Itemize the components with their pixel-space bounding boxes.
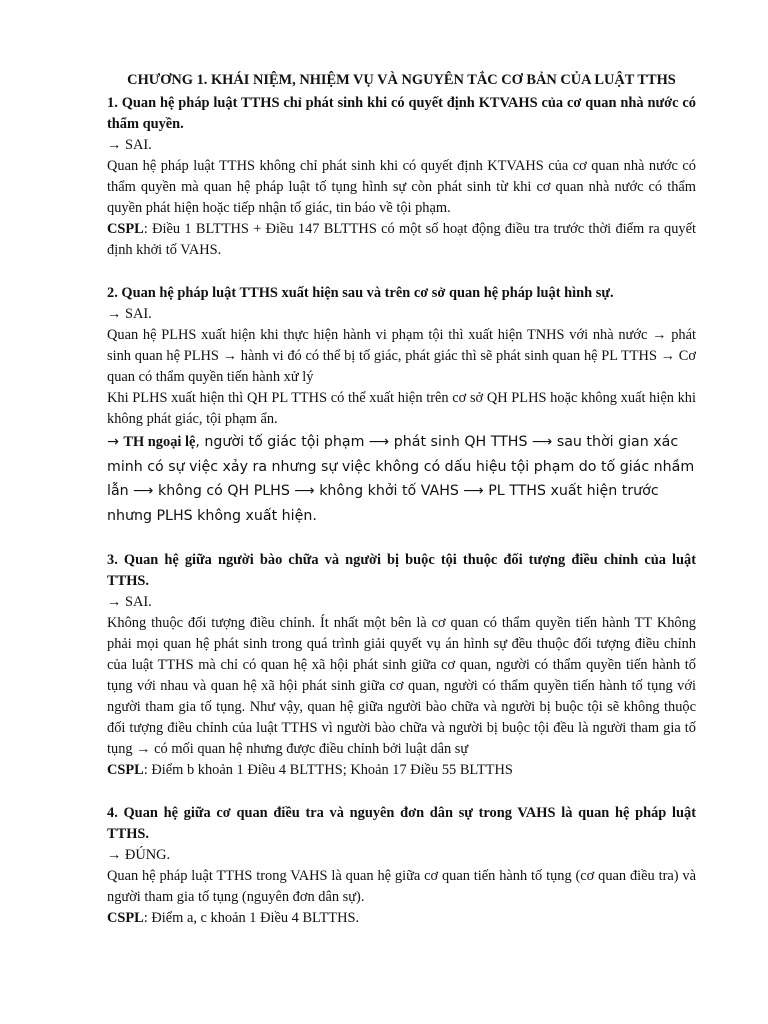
cspl-label-3: CSPL (107, 762, 144, 778)
cspl-label-1: CSPL (107, 221, 144, 237)
section-3 (107, 550, 696, 781)
question-4: 4. Quan hệ giữa cơ quan điều tra và nguyên đơn dân sự trong VAHS là quan hệ pháp luật TTHS. (107, 805, 696, 842)
cspl-text-4: : Điểm a, c khoản 1 Điều 4 BLTTHS. (143, 910, 360, 926)
section-4 (107, 803, 696, 929)
answer-3: → SAI. (107, 594, 152, 610)
answer-1: → SAI. (107, 137, 152, 153)
cspl-4 (107, 908, 696, 929)
question-1: 1. Quan hệ pháp luật TTHS chỉ phát sinh khi có quyết định KTVAHS của cơ quan nhà nước có thẩm quyền. (107, 95, 696, 132)
cspl-text-3: : Điểm b khoản 1 Điều 4 BLTTHS; Khoản 17 Điều 55 BLTTHS (143, 762, 513, 778)
section-1 (107, 93, 696, 261)
note-arrow: → (107, 434, 124, 450)
note-text: , người tố giác tội phạm ⟶ phát sinh QH TTHS ⟶ sau thời gian xác minh có sự việc xảy ra nhưng sự việc không có dấu hiệu tội phạm do tố giác nhầm lẫn ⟶ không có QH PLHS ⟶ không khởi tố VAHS ⟶ PL TTHS xuất hiện trước nhưng PLHS không xuất hiện. (107, 434, 695, 524)
question-2: 2. Quan hệ pháp luật TTHS xuất hiện sau và trên cơ sở quan hệ pháp luật hình sự. (107, 285, 614, 301)
cspl-1 (107, 219, 696, 261)
explanation-2b: Khi PLHS xuất hiện thì QH PL TTHS có thể xuất hiện trên cơ sở QH PLHS hoặc không xuất hiện khi không phát giác, tội phạm ẩn. (107, 390, 696, 427)
cspl-text-1: : Điều 1 BLTTHS + Điều 147 BLTTHS có một số hoạt động điều tra trước thời điểm ra quyết định khởi tố VAHS. (107, 221, 696, 258)
note-label: TH ngoại lệ (123, 434, 196, 450)
explanation-4: Quan hệ pháp luật TTHS trong VAHS là quan hệ giữa cơ quan tiến hành tố tụng (cơ quan điều tra) và người tham gia tố tụng (nguyên đơn dân sự). (107, 868, 696, 905)
section-2 (107, 283, 696, 528)
answer-4: → ĐÚNG. (107, 847, 171, 863)
explanation-2a: Quan hệ PLHS xuất hiện khi thực hiện hành vi phạm tội thì xuất hiện TNHS với nhà nước → phát sinh quan hệ PLHS → hành vi đó có thể bị tố giác, phát giác thì sẽ phát sinh quan hệ PL TTHS → Cơ quan có thẩm quyền tiến hành xử lý (107, 327, 696, 385)
chapter-title: CHƯƠNG 1. KHÁI NIỆM, NHIỆM VỤ VÀ NGUYÊN TẮC CƠ BẢN CỦA LUẬT TTHS (127, 72, 676, 88)
explanation-1: Quan hệ pháp luật TTHS không chỉ phát sinh khi có quyết định KTVAHS của cơ quan nhà nước có thẩm quyền mà quan hệ pháp luật tố tụng hình sự còn phát sinh từ khi cơ quan nhà nước có thẩm quyền phát hiện hoặc tiếp nhận tố giác, tin báo về tội phạm. (107, 158, 696, 216)
explanation-3: Không thuộc đối tượng điều chỉnh. Ít nhất một bên là cơ quan có thẩm quyền tiến hành TT Không phải mọi quan hệ phát sinh trong quá trình giải quyết vụ án hình sự đều thuộc đối tượng điều chỉnh của luật TTHS mà chỉ có quan hệ xã hội phát sinh giữa cơ quan, người có thẩm quyền tiến hành tố tụng với nhau và quan hệ xã hội phát sinh giữa cơ quan, người có thẩm quyền tiến hành tố tụng với người tham gia tố tụng. Như vậy, quan hệ giữa người bào chữa và người bị buộc tội sẽ không thuộc đối tượng điều chỉnh của luật TTHS vì người bào chữa và người bị buộc tội đều là người tham gia tố tụng → có mối quan hệ nhưng được điều chỉnh bởi luật dân sự (107, 615, 696, 757)
exception-note (107, 430, 696, 528)
answer-2: → SAI. (107, 306, 152, 322)
question-3: 3. Quan hệ giữa người bào chữa và người bị buộc tội thuộc đối tượng điều chỉnh của luật TTHS. (107, 552, 696, 589)
cspl-label-4: CSPL (107, 910, 144, 926)
cspl-3 (107, 760, 696, 781)
